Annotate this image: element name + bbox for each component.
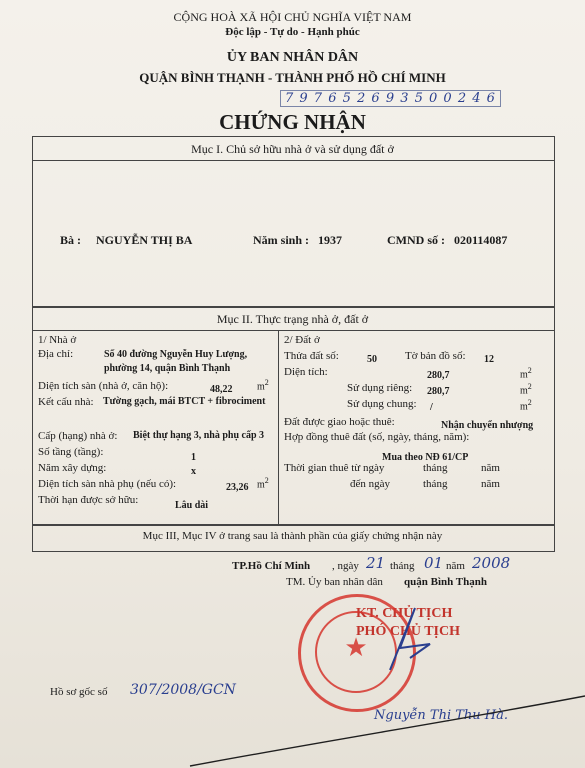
position-title-2: PHÓ CHỦ TỊCH [356, 624, 460, 639]
id-label: CMND số : [387, 233, 445, 247]
signing-year: 2008 [472, 554, 511, 572]
diagonal-line [0, 690, 585, 768]
district-name: QUẬN BÌNH THẠNH - THÀNH PHỐ HỒ CHÍ MINH [139, 70, 446, 85]
signing-month: 01 [424, 554, 444, 572]
owner-label: Bà : [60, 233, 81, 247]
granted-value: Nhận chuyển nhượng [441, 420, 534, 431]
grade-value: Biệt thự hạng 3, nhà phụ cấp 3 [133, 430, 265, 441]
land-area-label: Diện tích: [284, 366, 328, 378]
motto: Độc lập - Tự do - Hạnh phúc [225, 26, 360, 38]
address-line1: Số 40 đường Nguyễn Huy Lượng, [104, 349, 248, 360]
granted-label: Đất được giao hoặc thuê: [284, 416, 395, 428]
file-number-value: 307/2008/GCN [130, 682, 236, 698]
aux-area-unit: $m^2$ [257, 476, 269, 491]
map-sheet-label: Tờ bản đồ số: [405, 350, 466, 362]
lease-to-label: đến ngày [350, 478, 391, 490]
shared-use-value: / [430, 402, 433, 413]
lease-contract-value: Mua theo NĐ 61/CP [382, 452, 469, 463]
signer-name: Nguyễn Thị Thu Hà. [374, 708, 509, 723]
divider [32, 330, 554, 331]
floor-area-value: 48,22 [210, 384, 233, 395]
country-name: CỘNG HOÀ XÃ HỘI CHỦ NGHĨA VIỆT NAM [173, 10, 412, 24]
term-label: Thời hạn được sở hữu: [38, 494, 139, 506]
term-value: Lâu dài [175, 500, 209, 511]
birth-year: 1937 [318, 233, 342, 247]
on-behalf-district: quận Bình Thạnh [404, 576, 487, 588]
parcel-value: 50 [367, 354, 377, 365]
owner-name: NGUYỄN THỊ BA [96, 233, 193, 247]
serial-number: 7 9 7 6 5 2 6 9 3 5 0 0 2 4 6 [280, 90, 501, 107]
section-owner-heading: Mục I. Chủ sở hữu nhà ở và sử dụng đất ở [191, 142, 394, 156]
floors-value: 1 [191, 452, 196, 463]
private-use-label: Sử dụng riêng: [347, 382, 413, 394]
lease-from-label: Thời gian thuê từ ngày [284, 462, 385, 474]
year-built-value: x [191, 466, 196, 477]
lease-contract-label: Hợp đồng thuê đất (số, ngày, tháng, năm): [284, 431, 470, 443]
star-icon: ★ [344, 633, 368, 662]
parcel-label: Thửa đất số: [284, 350, 339, 362]
grade-label: Cấp (hạng) nhà ở: [38, 430, 118, 442]
signature-mark [360, 600, 440, 680]
lease-to-month-label: tháng [423, 478, 448, 490]
floors-label: Số tầng (tầng): [38, 446, 104, 458]
certificate-title: CHỨNG NHẬN [219, 110, 366, 134]
house-heading: 1/ Nhà ở [38, 334, 77, 346]
year-built-label: Năm xây dựng: [38, 462, 107, 474]
aux-area-value: 23,26 [226, 482, 249, 493]
address-label: Địa chỉ: [38, 348, 74, 360]
authority-name: ỦY BAN NHÂN DÂN [226, 50, 359, 65]
on-behalf-label: TM. Ủy ban nhân dân [286, 576, 383, 588]
structure-value: Tường gạch, mái BTCT + fibrociment [103, 396, 266, 407]
id-number: 020114087 [454, 233, 508, 247]
shared-use-unit: $m^2$ [520, 398, 532, 413]
address-line2: phường 14, quận Bình Thạnh [104, 363, 231, 374]
birth-label: Năm sinh : [253, 233, 310, 247]
private-use-value: 280,7 [427, 386, 450, 397]
private-use-unit: $m^2$ [520, 382, 532, 397]
floor-area-unit: $m^2$ [257, 378, 269, 393]
lease-to-year-label: năm [481, 478, 500, 490]
year-label: năm [446, 560, 465, 572]
floor-area-label: Diện tích sàn (nhà ở, căn hộ): [38, 380, 169, 392]
day-label: , ngày [332, 560, 359, 572]
section-owner [32, 136, 555, 308]
map-sheet-value: 12 [484, 354, 494, 365]
aux-area-label: Diện tích sàn nhà phụ (nếu có): [38, 478, 177, 490]
section-property-heading: Mục II. Thực trạng nhà ở, đất ở [216, 312, 369, 326]
land-heading: 2/ Đất ở [284, 334, 320, 346]
divider [32, 160, 554, 161]
land-area-unit: $m^2$ [520, 366, 532, 381]
signing-place: TP.Hồ Chí Minh [232, 560, 311, 572]
shared-use-label: Sử dụng chung: [347, 398, 417, 410]
file-number-label: Hồ sơ gốc số [50, 686, 108, 698]
signing-day: 21 [366, 554, 386, 572]
lease-from-month-label: tháng [423, 462, 448, 474]
land-area-value: 280,7 [427, 370, 450, 381]
note-text: Mục III, Mục IV ở trang sau là thành phần của giấy chứng nhận này [142, 530, 443, 542]
month-label: tháng [390, 560, 415, 572]
column-divider [278, 330, 279, 524]
position-title-1: KT. CHỦ TỊCH [356, 606, 453, 621]
lease-from-year-label: năm [481, 462, 500, 474]
structure-label: Kết cấu nhà: [38, 396, 94, 408]
